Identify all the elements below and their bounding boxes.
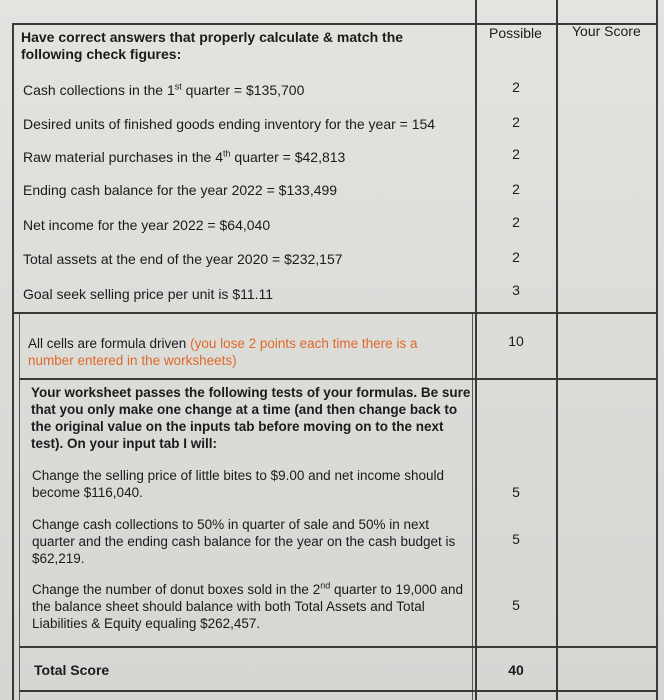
penalty-note: (you lose 2 points each time there is a number entered in the worksheets) [28,336,418,368]
check-figure-item: Ending cash balance for the year 2022 = $133,499 [23,182,338,198]
column-divider-possible [475,0,477,700]
row-divider-3 [19,646,658,648]
formula-driven-criterion: All cells are formula driven (you lose 2 points each time there is a number entered in the worksheets) [28,336,418,368]
formula-test-item: Change cash collections to 50% in quarter of sale and 50% in next quarter and the ending cash balance for the year on the cash budget is $62,219. [32,517,456,566]
row-divider-4 [19,690,658,692]
possible-points: 2 [512,249,520,265]
section-border-left [19,312,20,700]
possible-points: 2 [512,181,520,197]
possible-points: 3 [512,282,520,298]
possible-points: 10 [508,333,524,349]
formula-test-item: Change the number of donut boxes sold in the 2nd quarter to 19,000 and the balance sheet should balance with both Total Assets and Total Liabilities & Equity equaling $262,457. [32,580,464,631]
header-line [12,23,658,25]
check-figure-item: Goal seek selling price per unit is $11.11 [23,286,274,302]
check-figure-item: Cash collections in the 1st quarter = $135,700 [23,81,305,98]
check-figure-item: Raw material purchases in the 4th quarter = $42,813 [23,148,346,165]
column-divider-score [556,0,558,700]
table-border-left [12,24,14,700]
row-divider-1 [12,312,658,314]
row-divider-2 [19,378,658,380]
check-figure-item: Desired units of finished goods ending inventory for the year = 154 [23,116,436,132]
total-possible-points: 40 [508,662,524,678]
possible-points: 2 [512,79,520,95]
possible-points: 2 [512,114,520,130]
check-figure-item: Net income for the year 2022 = $64,040 [23,217,271,233]
possible-points: 5 [512,531,520,547]
table-border-right [656,0,658,700]
check-figures-heading: Have correct answers that properly calculate & match the following check figures: [21,29,404,62]
formula-test-item: Change the selling price of little bites to $9.00 and net income should become $116,040. [32,468,445,500]
section-border-inner [472,312,473,700]
possible-points: 5 [512,597,520,613]
possible-points: 2 [512,146,520,162]
possible-column-header: Possible [489,25,542,41]
total-score-label: Total Score [34,662,110,678]
your-score-column-header: Your Score [572,23,641,39]
check-figure-item: Total assets at the end of the year 2020 = $232,157 [23,251,343,267]
formula-tests-heading: Your worksheet passes the following tests of your formulas. Be sure that you only make one change at a time (and then change back to the original value on the inputs tab before moving on to the next test). On your input tab I will: [31,385,471,451]
possible-points: 2 [512,214,520,230]
possible-points: 5 [512,484,520,500]
